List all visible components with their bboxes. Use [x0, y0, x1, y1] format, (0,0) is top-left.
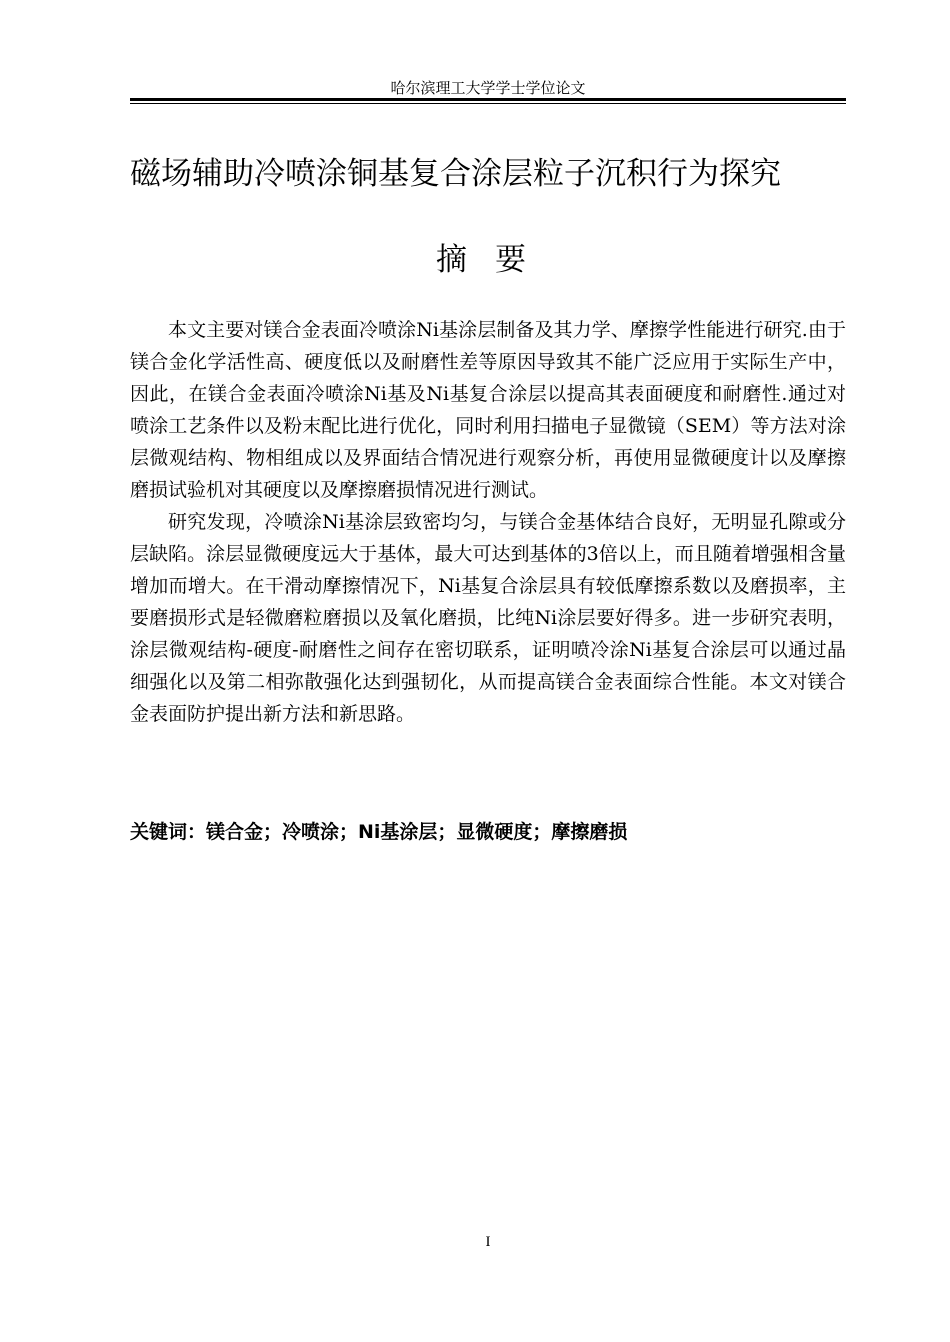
page-number: I — [485, 1234, 491, 1250]
abstract-paragraph-1: 本文主要对镁合金表面冷喷涂Ni基涂层制备及其力学、摩擦学性能进行研究.由于镁合金化学活性高、硬度低以及耐磨性差等原因导致其不能广泛应用于实际生产中，因此，在镁合金表面冷喷涂Ni基及Ni基复合涂层以提高其表面硬度和耐磨性.通过对喷涂工艺条件以及粉末配比进行优化，同时利用扫描电子显微镜（SEM）等方法对涂层微观结构、物相组成以及界面结合情况进行观察分析，再使用显微硬度计以及摩擦磨损试验机对其硬度以及摩擦磨损情况进行测试。 — [130, 319, 846, 501]
header-rule-thin — [130, 103, 846, 104]
keywords-line: 关键词：镁合金；冷喷涂；Ni基涂层；显微硬度；摩擦磨损 — [130, 821, 628, 843]
abstract-body — [130, 314, 846, 730]
running-header: 哈尔滨理工大学学士学位论文 — [390, 79, 586, 97]
thesis-title: 磁场辅助冷喷涂铜基复合涂层粒子沉积行为探究 — [130, 156, 781, 192]
abstract-heading: 摘要 — [436, 242, 554, 278]
header-rule — [130, 98, 846, 101]
abstract-paragraph-2: 研究发现，冷喷涂Ni基涂层致密均匀，与镁合金基体结合良好，无明显孔隙或分层缺陷。涂层显微硬度远大于基体，最大可达到基体的3倍以上，而且随着增强相含量增加而增大。在干滑动摩擦情况下，Ni基复合涂层具有较低摩擦系数以及磨损率，主要磨损形式是轻微磨粒磨损以及氧化磨损，比纯Ni涂层要好得多。进一步研究表明，涂层微观结构-硬度-耐磨性之间存在密切联系，证明喷冷涂Ni基复合涂层可以通过晶细强化以及第二相弥散强化达到强韧化，从而提高镁合金表面综合性能。本文对镁合金表面防护提出新方法和新思路。 — [130, 511, 846, 725]
